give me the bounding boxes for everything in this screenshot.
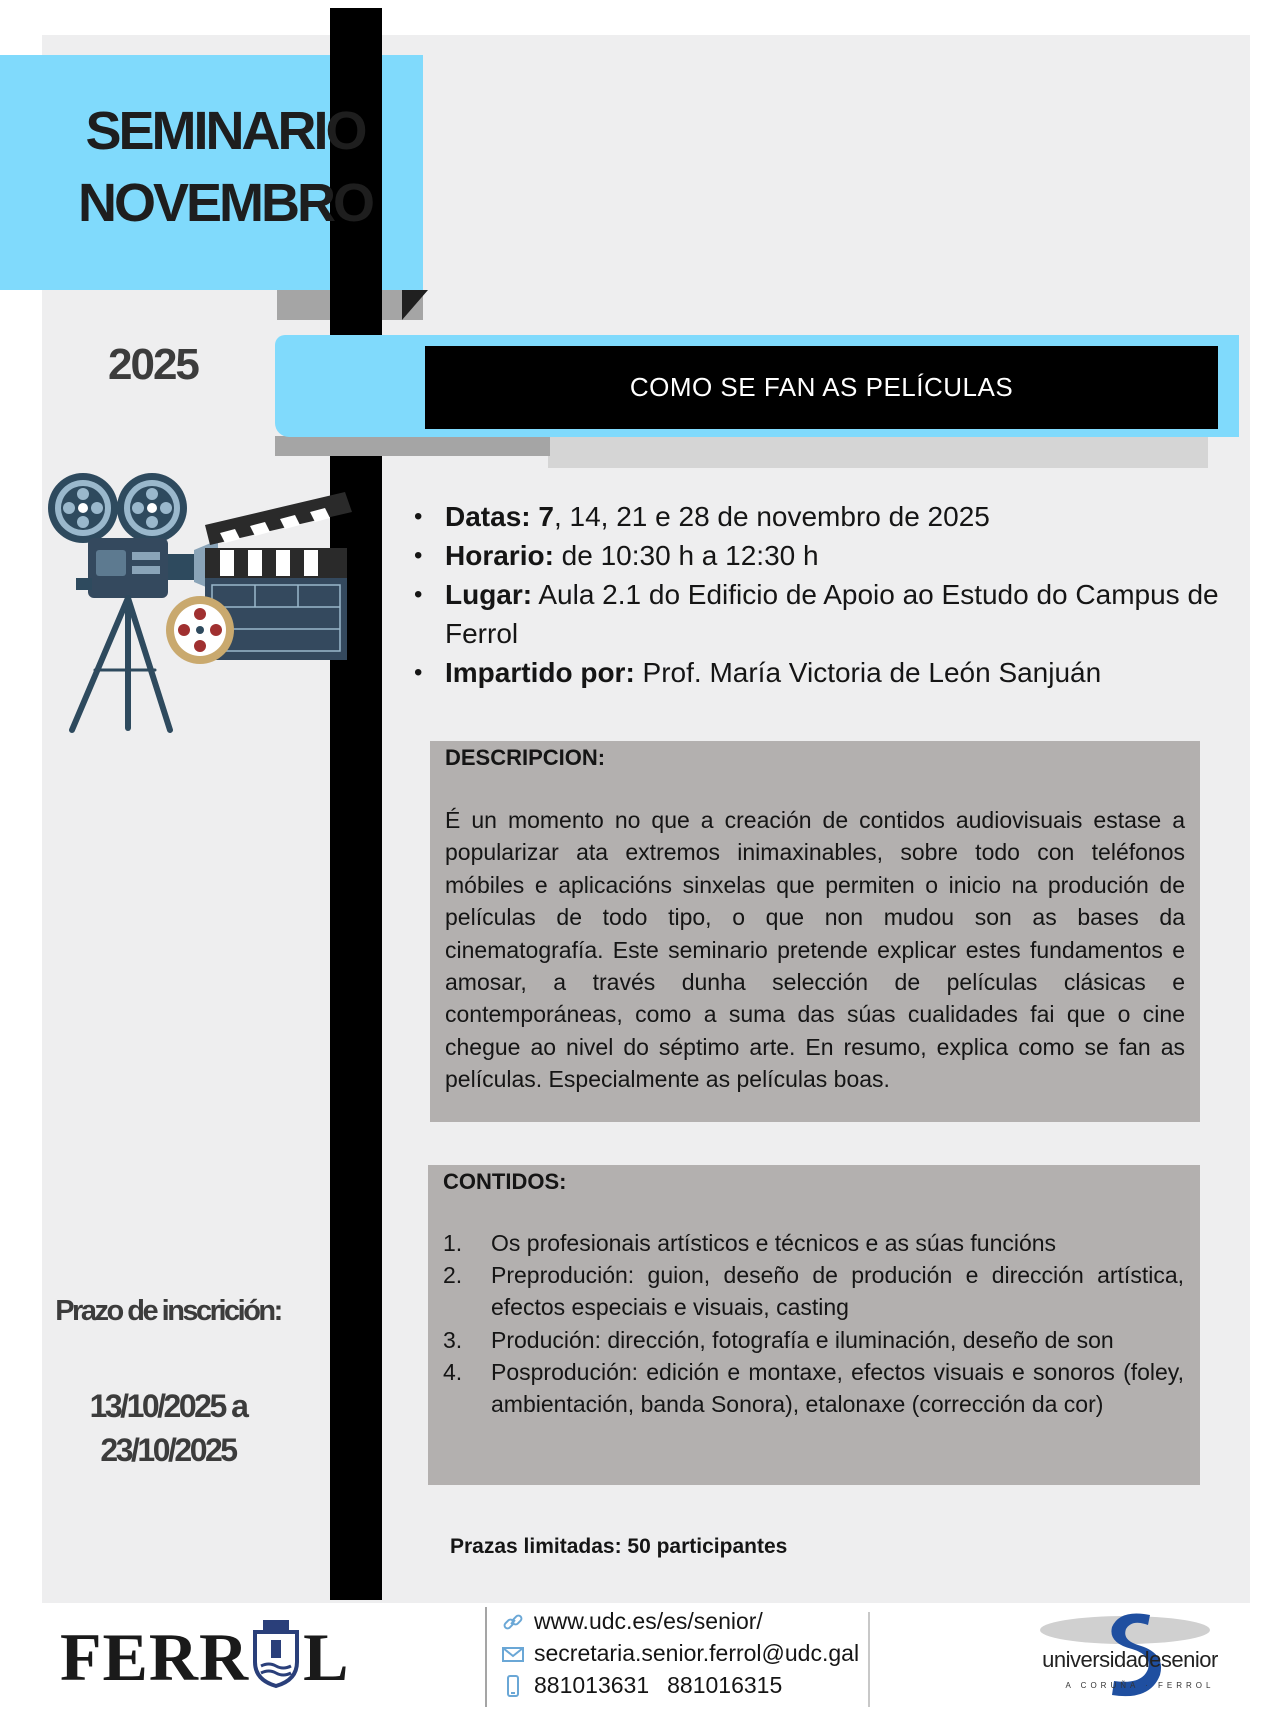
detail-place — [414, 575, 1244, 653]
vertical-pole — [330, 8, 382, 1600]
registration-to: 23/10/2025 — [100, 1432, 236, 1468]
title-band-shadow-left — [275, 436, 550, 456]
registration-label: Prazo de inscrición: — [55, 1295, 281, 1327]
contents-box — [428, 1165, 1200, 1485]
header-shadow-corner — [402, 290, 428, 320]
list-item-text: Preprodución: guion, deseño de produción e dirección artística, efectos especiais e visuais, casting — [491, 1262, 1184, 1321]
detail-value: , 14, 21 e 28 de novembro de 2025 — [553, 501, 990, 532]
website-contact — [502, 1608, 763, 1635]
seminar-title-line1: SEMINARIO — [85, 101, 365, 161]
course-title: COMO SE FAN AS PELÍCULAS — [425, 346, 1218, 429]
phone-icon — [502, 1675, 524, 1697]
list-item — [443, 1324, 1184, 1356]
film-reel-icon-right — [117, 473, 187, 543]
list-item-number: 4. — [443, 1358, 463, 1385]
envelope-icon — [502, 1643, 524, 1665]
university-senior-logo — [1020, 1605, 1240, 1705]
detail-bold-value: 7 — [530, 501, 554, 532]
detail-value: de 10:30 h a 12:30 h — [553, 540, 819, 571]
email-link[interactable]: secretaria.senior.ferrol@udc.gal — [534, 1640, 860, 1666]
course-details-list — [414, 497, 1244, 692]
list-item-number: 2. — [443, 1262, 463, 1289]
contents-list — [443, 1227, 1184, 1420]
ferrol-logo-text-left: FERR — [60, 1619, 250, 1695]
registration-from: 13/10/2025 a — [89, 1388, 247, 1424]
ferrol-logo — [60, 1618, 349, 1698]
seminar-title — [0, 95, 450, 239]
list-item-text: Produción: dirección, fotografía e iluminación, deseño de son — [491, 1326, 1114, 1353]
footer-divider — [868, 1612, 870, 1707]
detail-value: Prof. María Victoria de León Sanjuán — [634, 657, 1102, 688]
footer-divider — [485, 1607, 487, 1707]
places-limited-note: Prazas limitadas: 50 participantes — [450, 1535, 788, 1558]
detail-value: Aula 2.1 do Edificio de Apoio ao Estudo do Campus de Ferrol — [445, 579, 1219, 649]
film-projector-illustration — [40, 470, 380, 770]
film-reel-icon-left — [48, 473, 118, 543]
detail-schedule — [414, 536, 1244, 575]
contents-heading: CONTIDOS: — [443, 1169, 567, 1194]
ferrol-logo-text-right: L — [303, 1619, 350, 1695]
email-contact — [502, 1640, 859, 1667]
phone-number-1: 881013631 — [534, 1672, 650, 1698]
link-icon — [502, 1611, 524, 1633]
film-canister-icon — [166, 596, 234, 664]
university-senior-subtitle: A CORUÑA · FERROL — [1065, 1681, 1215, 1690]
list-item — [443, 1227, 1184, 1259]
list-item-text: Os profesionais artísticos e técnicos e as súas funcións — [491, 1230, 1057, 1256]
list-item — [443, 1259, 1184, 1323]
phone-contact — [502, 1672, 782, 1699]
detail-teacher — [414, 653, 1244, 692]
university-senior-name: universidadesenior — [1042, 1647, 1218, 1672]
registration-dates — [28, 1384, 308, 1472]
list-item-number: 1. — [443, 1230, 463, 1256]
phone-number-2: 881016315 — [667, 1672, 783, 1698]
ferrol-coat-of-arms-icon — [249, 1618, 303, 1688]
detail-label: Impartido por: — [445, 657, 635, 688]
year-label: 2025 — [108, 340, 198, 389]
website-link[interactable]: www.udc.es/es/senior/ — [534, 1608, 763, 1634]
detail-label: Datas: — [445, 501, 531, 532]
description-text: É un momento no que a creación de contidos audiovisuais estase a popularizar ata extremos inimaxinables, sobre todo con teléfonos móbiles e aplicacións sinxelas que permiten o inicio na produción de películas de todo tipo, o que non mudou son as bases da cinematografía. Este seminario pretende explicar estes fundamentos e amosar, a través dunha selección de películas clásicas e contemporáneas, como a suma das súas cualidades fai que o cine chegue ao nivel do séptimo arte. En resumo, explica como se fan as películas. Especialmente as películas boas. — [445, 807, 1185, 1093]
description-heading: DESCRIPCION: — [445, 745, 606, 770]
title-band-shadow — [548, 436, 1208, 468]
seminar-title-line2: NOVEMBRO — [77, 173, 372, 233]
detail-dates — [414, 497, 1244, 536]
projector-body-icon — [76, 538, 218, 598]
detail-label: Horario: — [445, 540, 554, 571]
detail-label: Lugar: — [445, 579, 533, 610]
description-box — [430, 741, 1200, 1122]
tripod-icon — [72, 598, 170, 730]
list-item-number: 3. — [443, 1326, 463, 1353]
list-item — [443, 1356, 1184, 1420]
list-item-text: Posprodución: edición e montaxe, efectos visuais e sonoros (foley, ambientación, banda Sonora), etalonaxe (corrección da cor) — [491, 1358, 1184, 1418]
